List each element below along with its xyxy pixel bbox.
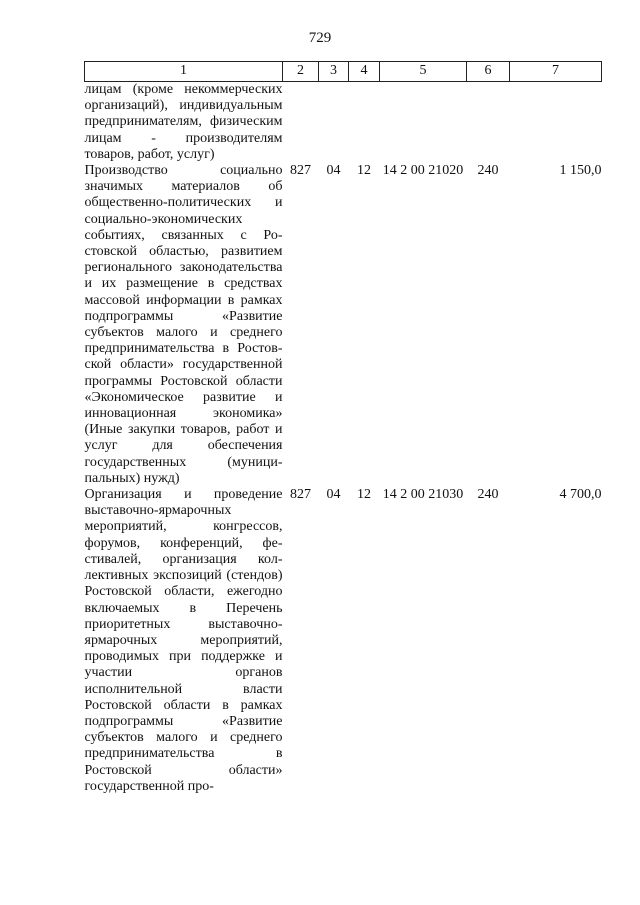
col-header-2: 2 [283,62,319,82]
row-description: лицам (кроме некоммерческих организаций), индивидуальным предпринимателям, физическим лицам - производителям товаров, работ, услуг) [84,82,283,162]
table-row [85,487,602,795]
ministry-code [283,82,319,164]
target-article-code: 14 2 00 21030 [382,487,464,503]
col-header-7: 7 [510,62,602,82]
subsection-code: 12 [357,163,371,179]
row-description: Организация и проведение выставочно-ярмарочных мероприятий, конгрессов, форумов, конференций, фестивалей, организация коллективных экспозиций (стендов) Ростовской области, ежегодно включаемых в Перечень приоритетных выставочно-ярмарочных мероприятий, проводимых при поддержке и участии органов исполнительной власти Ростовской области в рамках подпрограммы «Развитие субъектов малого и среднего предпринимательства в Ростовской области» государственной про- [84,487,283,794]
amount: 4 700,0 [559,487,602,503]
section-code [319,82,349,164]
subsection-code [349,82,380,164]
section-code: 04 [326,487,341,503]
target-article-code [380,82,467,164]
budget-table [84,61,602,795]
table-row [85,163,602,487]
col-header-5: 5 [380,62,467,82]
expense-type-code: 240 [477,487,499,503]
table-row [85,82,602,164]
target-article-code: 14 2 00 21020 [382,163,464,179]
col-header-6: 6 [467,62,510,82]
amount: 1 150,0 [559,163,602,179]
expense-type-code [467,82,510,164]
expense-type-code: 240 [477,163,499,179]
subsection-code: 12 [357,487,371,503]
section-code: 04 [326,163,341,179]
col-header-3: 3 [319,62,349,82]
header-row [85,62,602,82]
ministry-code: 827 [290,163,311,179]
page-number: 729 [308,30,332,46]
col-header-1: 1 [85,62,283,82]
ministry-code: 827 [290,487,311,503]
col-header-4: 4 [349,62,380,82]
row-description: Производство социально значимых материалов об общественно-политических и социально-экономических событиях, связанных с Ростовской областью, развитием регионального законодательства и их размещение в средствах массовой информации в рамках подпрограммы «Развитие субъектов малого и среднего предпринимательства в Ростовской области» государственной программы Ростовской области «Экономическое развитие и инновационная экономика» (Иные закупки товаров, работ и услуг для обеспечения государственных (муниципальных) нужд) [84,163,283,486]
amount [510,82,602,164]
